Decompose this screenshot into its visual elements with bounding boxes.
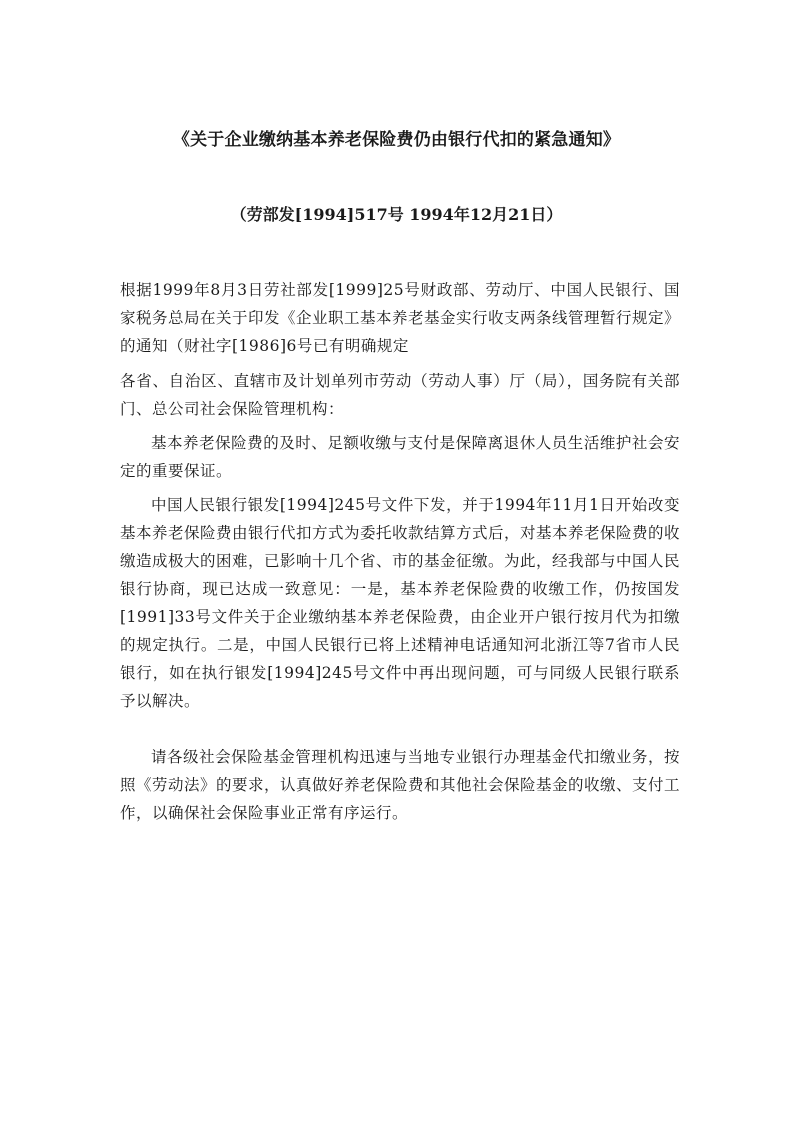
document-subtitle: （劳部发[1994]517号 1994年12月21日） — [230, 205, 563, 224]
body-paragraph-1: 基本养老保险费的及时、足额收缴与支付是保障离退休人员生活维护社会安定的重要保证。 — [120, 434, 680, 480]
recipients-line: 各省、自治区、直辖市及计划单列市劳动（劳动人事）厅（局），国务院有关部门、总公司社会保险管理机构： — [120, 372, 680, 418]
basis-note: 根据1999年8月3日劳社部发[1999]25号财政部、劳动厅、中国人民银行、国家税务总局在关于印发《企业职工基本养老基金实行收支两条线管理暂行规定》的通知（财社字[1986]6号已有明确规定 — [120, 281, 681, 355]
body-paragraph-3: 请各级社会保险基金管理机构迅速与当地专业银行办理基金代扣缴业务，按照《劳动法》的要求，认真做好养老保险费和其他社会保险基金的收缴、支付工作，以确保社会保险事业正常有序运行。 — [120, 748, 681, 822]
document-title: 《关于企业缴纳基本养老保险费仍由银行代扣的紧急通知》 — [172, 130, 621, 150]
body-paragraph-2: 中国人民银行银发[1994]245号文件下发，并于1994年11月1日开始改变基本养老保险费由银行代扣方式为委托收款结算方式后，对基本养老保险费的收缴造成极大的困难，已影响十几个省、市的基金征缴。为此，经我部与中国人民银行协商，现已达成一致意见：一是，基本养老保险费的收缴工作，仍按国发[1991]33号文件关于企业缴纳基本养老保险费，由企业开户银行按月代为扣缴的规定执行。二是，中国人民银行已将上述精神电话通知河北浙江等7省市人民银行，如在执行银发[1994]245号文件中再出现问题，可与同级人民银行联系予以解决。 — [120, 496, 681, 710]
